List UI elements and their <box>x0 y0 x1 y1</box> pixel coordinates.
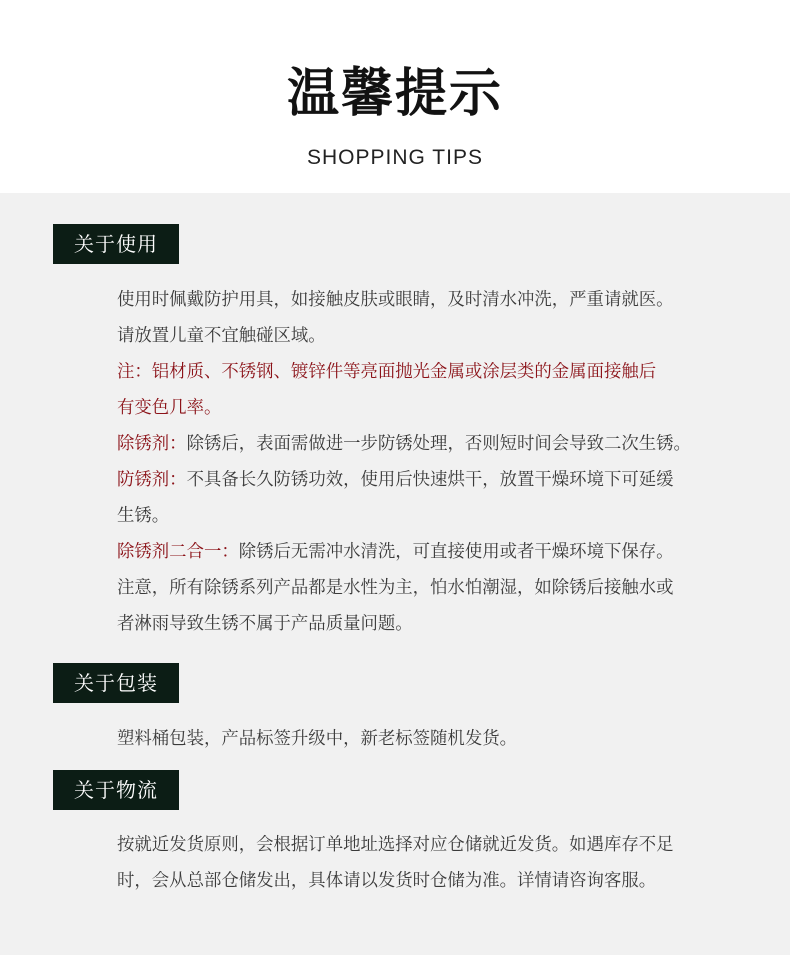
logistics-line-2 <box>117 863 777 899</box>
section-label-packaging: 关于包装 <box>53 663 179 703</box>
section-body-logistics <box>117 827 777 899</box>
usage-line-1-text: 使用时佩戴防护用具，如接触皮肤或眼睛，及时清水冲洗，严重请就医。 <box>117 290 674 310</box>
usage-line-2-text: 请放置儿童不宜触碰区域。 <box>117 326 326 346</box>
rust-preventive-line-2 <box>117 498 777 534</box>
packaging-line <box>117 721 777 757</box>
two-in-one-label: 除锈剂二合一： <box>117 542 239 562</box>
caution-line-1 <box>117 570 777 606</box>
page-title: 温馨提示 <box>286 64 503 124</box>
logistics-text: 按就近发货原则，会根据订单地址选择对应仓储就近发货。如遇库存不足 <box>117 835 674 855</box>
rust-remover-text: 除锈后，表面需做进一步防锈处理，否则短时间会导致二次生锈。 <box>186 434 691 454</box>
packaging-text: 塑料桶包装，产品标签升级中，新老标签随机发货。 <box>117 729 517 749</box>
page-subtitle: SHOPPING TIPS <box>307 146 483 169</box>
two-in-one-line <box>117 534 777 570</box>
tips-content <box>0 193 790 955</box>
caution-text: 注意，所有除锈系列产品都是水性为主，怕水怕潮湿，如除锈后接触水或 <box>117 578 674 598</box>
rust-preventive-text-cont: 生锈。 <box>117 506 170 526</box>
rust-preventive-line <box>117 462 777 498</box>
two-in-one-text: 除锈后无需冲水清洗，可直接使用或者干燥环境下保存。 <box>238 542 674 562</box>
rust-remover-line <box>117 426 777 462</box>
section-label-logistics: 关于物流 <box>53 770 179 810</box>
note-text-cont: 有变色几率。 <box>117 398 222 418</box>
logistics-line-1 <box>117 827 777 863</box>
header <box>0 0 790 193</box>
usage-note-line-2 <box>117 390 777 426</box>
caution-text-cont: 者淋雨导致生锈不属于产品质量问题。 <box>117 614 413 634</box>
section-label-usage: 关于使用 <box>53 224 179 264</box>
rust-remover-label: 除锈剂： <box>117 434 187 454</box>
section-body-packaging <box>117 721 777 757</box>
caution-line-2 <box>117 606 777 642</box>
rust-preventive-label: 防锈剂： <box>117 470 187 490</box>
usage-line-1 <box>117 282 777 318</box>
usage-line-2 <box>117 318 777 354</box>
usage-note-line-1 <box>117 354 777 390</box>
section-body-usage <box>117 282 777 642</box>
note-text: 铝材质、不锈钢、镀锌件等亮面抛光金属或涂层类的金属面接触后 <box>151 362 657 382</box>
note-label: 注： <box>117 362 152 382</box>
logistics-text-cont: 时，会从总部仓储发出，具体请以发货时仓储为准。详情请咨询客服。 <box>117 871 657 891</box>
rust-preventive-text: 不具备长久防锈功效，使用后快速烘干，放置干燥环境下可延缓 <box>186 470 674 490</box>
